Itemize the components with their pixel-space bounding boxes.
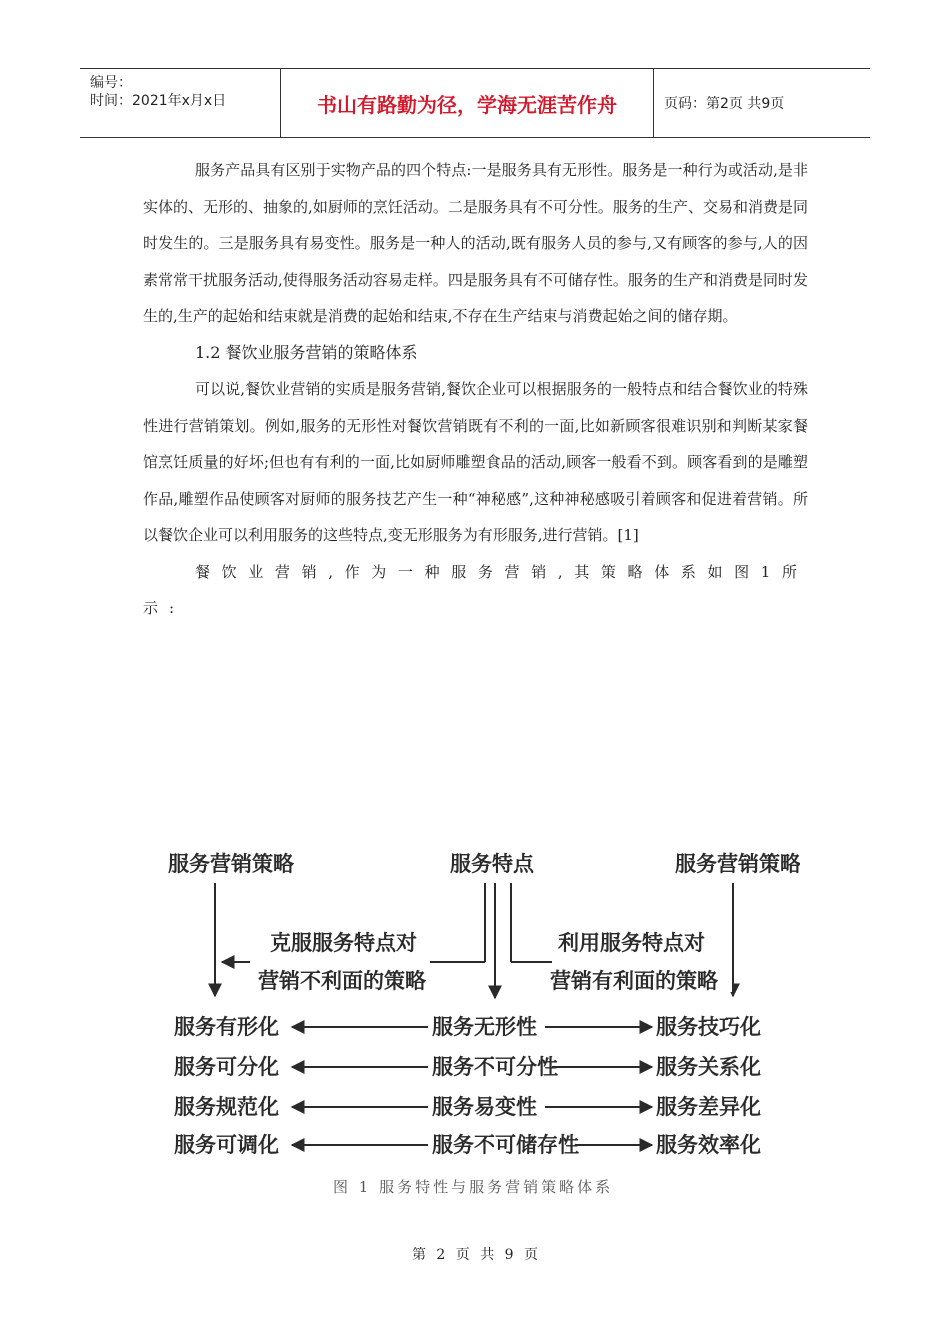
paragraph-service-features: 服务产品具有区别于实物产品的四个特点:一是服务具有无形性。服务是一种行为或活动,是非实体的、无形的、抽象的,如厨师的烹饪活动。二是服务具有不可分性。服务的生产、交易和消费是同时发生的。三是服务具有易变性。服务是一种人的活动,既有服务人员的参与,又有顾客的参与,人的因素常常干扰服务活动,使得服务活动容易走样。四是服务具有不可储存性。服务的生产和消费是同时发生的,生产的起始和结束就是消费的起始和结束,不存在生产结束与消费起始之间的储存期。 bbox=[143, 161, 808, 325]
left-branch-label-1: 克服服务特点对 bbox=[270, 930, 417, 955]
document-number-label: 编号： bbox=[90, 75, 132, 91]
row-left-strategy: 服务有形化 bbox=[174, 1014, 279, 1039]
paragraph-marketing-essence: 可以说,餐饮业营销的实质是服务营销,餐饮企业可以根据服务的一般特点和结合餐饮业的特殊性进行营销策划。例如,服务的无形性对餐饮营销既有不利的一面,比如新顾客很难识别和判断某家餐馆烹饪质量的好坏;但也有有利的一面,比如厨师雕塑食品的活动,顾客一般看不到。顾客看到的是雕塑作品,雕塑作品使顾客对厨师的服务技艺产生一种“神秘感”,这种神秘感吸引着顾客和促进着营销。所以餐饮企业可以利用服务的这些特点,变无形服务为有形服务,进行营销。[1] bbox=[143, 380, 808, 544]
section-heading: 1.2 餐饮业服务营销的策略体系 bbox=[195, 342, 418, 362]
top-center-label: 服务特点 bbox=[450, 851, 534, 876]
right-branch-label-2: 营销有利面的策略 bbox=[550, 968, 718, 993]
row-left-strategy: 服务规范化 bbox=[174, 1094, 279, 1119]
page-footer: 第 2 页 共 9 页 bbox=[411, 1247, 539, 1263]
strategy-diagram-svg bbox=[160, 838, 800, 1168]
header-motto: 书山有路勤为径，学海无涯苦作舟 bbox=[281, 69, 654, 137]
diagram-row bbox=[174, 1132, 761, 1157]
left-branch-label-2: 营销不利面的策略 bbox=[258, 968, 426, 993]
row-center-feature: 服务无形性 bbox=[432, 1014, 537, 1039]
document-date-label: 时间：2021年x月x日 bbox=[90, 93, 227, 109]
row-left-strategy: 服务可调化 bbox=[174, 1132, 279, 1157]
row-center-feature: 服务不可储存性 bbox=[432, 1132, 579, 1157]
right-branch-label-1: 利用服务特点对 bbox=[558, 930, 705, 955]
row-center-feature: 服务不可分性 bbox=[432, 1054, 558, 1079]
diagram-row bbox=[174, 1094, 761, 1119]
strategy-diagram bbox=[160, 838, 800, 1168]
diagram-row bbox=[174, 1014, 761, 1039]
top-left-label: 服务营销策略 bbox=[168, 851, 294, 876]
header-page-number: 页码：第2页 共9页 bbox=[664, 96, 785, 112]
document-body bbox=[143, 152, 808, 627]
paragraph-figure-intro: 餐饮业营销,作为一种服务营销,其策略体系如图1所示: bbox=[143, 562, 808, 617]
top-right-label: 服务营销策略 bbox=[675, 851, 800, 876]
figure-caption: 图 1 服务特性与服务营销策略体系 bbox=[333, 1178, 614, 1196]
row-right-strategy: 服务技巧化 bbox=[656, 1014, 761, 1039]
diagram-row bbox=[174, 1054, 761, 1079]
row-left-strategy: 服务可分化 bbox=[174, 1054, 279, 1079]
page-header bbox=[80, 68, 870, 138]
header-meta bbox=[80, 69, 281, 137]
row-right-strategy: 服务关系化 bbox=[656, 1054, 761, 1079]
row-right-strategy: 服务差异化 bbox=[656, 1094, 761, 1119]
row-right-strategy: 服务效率化 bbox=[656, 1132, 761, 1157]
row-center-feature: 服务易变性 bbox=[432, 1094, 537, 1119]
